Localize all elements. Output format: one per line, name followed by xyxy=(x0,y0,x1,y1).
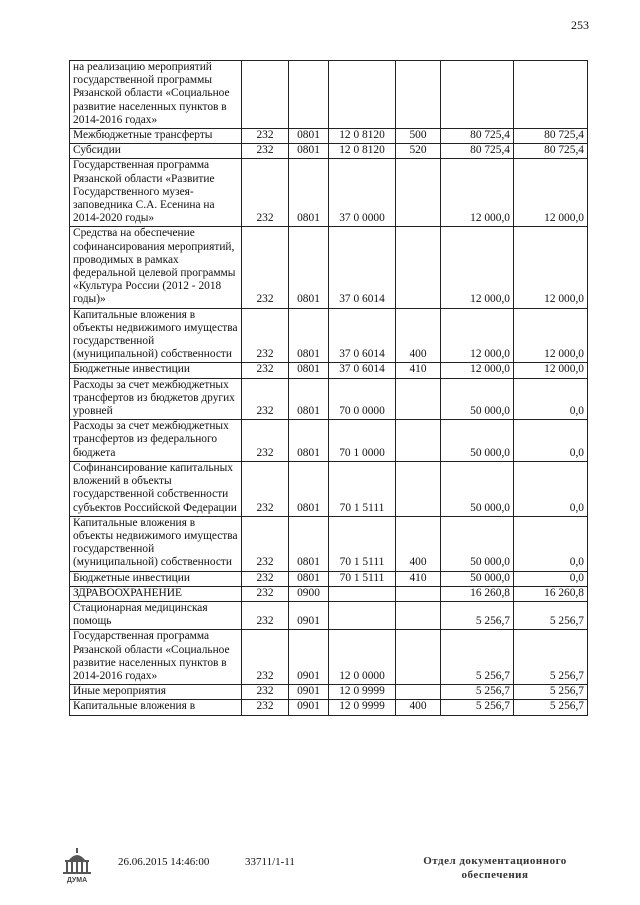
cell-sum-2016: 80 725,4 xyxy=(514,144,588,159)
cell-sum-2016: 12 000,0 xyxy=(514,227,588,308)
cell-razdel: 0801 xyxy=(289,159,329,227)
cell-name: Капитальные вложения в объекты недвижимого имущества государственной (муниципальной) собственности xyxy=(70,516,242,571)
cell-csr: 12 0 8120 xyxy=(329,144,396,159)
table-row xyxy=(70,378,588,420)
cell-name: ЗДРАВООХРАНЕНИЕ xyxy=(70,586,242,601)
cell-razdel: 0801 xyxy=(289,227,329,308)
cell-name: Средства на обеспечение софинансирования мероприятий, проводимых в рамках федеральной целевой программы «Культура России (2012 - 2018 годы)» xyxy=(70,227,242,308)
cell-sum-2015: 12 000,0 xyxy=(441,159,514,227)
cell-csr: 70 1 5111 xyxy=(329,516,396,571)
footer-department xyxy=(410,854,580,882)
cell-csr xyxy=(329,61,396,129)
cell-razdel: 0801 xyxy=(289,129,329,144)
cell-vr xyxy=(396,420,441,462)
cell-sum-2016: 5 256,7 xyxy=(514,630,588,685)
cell-sum-2015: 50 000,0 xyxy=(441,516,514,571)
cell-vr: 400 xyxy=(396,700,441,715)
cell-csr xyxy=(329,601,396,629)
cell-ved: 232 xyxy=(242,461,289,516)
cell-sum-2016: 0,0 xyxy=(514,378,588,420)
cell-name: Капитальные вложения в xyxy=(70,700,242,715)
table-row xyxy=(70,61,588,129)
cell-name: Бюджетные инвестиции xyxy=(70,571,242,586)
cell-vr: 410 xyxy=(396,571,441,586)
table-row xyxy=(70,227,588,308)
cell-csr: 12 0 9999 xyxy=(329,700,396,715)
cell-csr: 12 0 9999 xyxy=(329,685,396,700)
budget-table xyxy=(69,60,588,716)
cell-sum-2016: 80 725,4 xyxy=(514,129,588,144)
table-row xyxy=(70,630,588,685)
cell-csr xyxy=(329,586,396,601)
cell-ved: 232 xyxy=(242,420,289,462)
cell-sum-2016: 0,0 xyxy=(514,571,588,586)
cell-razdel: 0901 xyxy=(289,700,329,715)
footer-datetime: 26.06.2015 14:46:00 xyxy=(118,856,210,868)
cell-vr xyxy=(396,227,441,308)
table-row xyxy=(70,601,588,629)
cell-name: Иные мероприятия xyxy=(70,685,242,700)
cell-sum-2015: 50 000,0 xyxy=(441,571,514,586)
cell-name: на реализацию мероприятий государственной программы Рязанской области «Социальное развитие населенных пунктов в 2014-2016 годах» xyxy=(70,61,242,129)
cell-razdel: 0900 xyxy=(289,586,329,601)
cell-sum-2016: 0,0 xyxy=(514,420,588,462)
cell-ved: 232 xyxy=(242,586,289,601)
cell-razdel: 0901 xyxy=(289,685,329,700)
cell-name: Государственная программа Рязанской области «Развитие Государственного музея-заповедника С.А. Есенина на 2014-2020 годы» xyxy=(70,159,242,227)
cell-ved: 232 xyxy=(242,700,289,715)
cell-ved: 232 xyxy=(242,308,289,363)
cell-vr xyxy=(396,159,441,227)
cell-vr: 400 xyxy=(396,516,441,571)
cell-csr: 37 0 6014 xyxy=(329,227,396,308)
cell-vr xyxy=(396,378,441,420)
cell-razdel: 0901 xyxy=(289,601,329,629)
cell-name: Межбюджетные трансферты xyxy=(70,129,242,144)
cell-sum-2015: 12 000,0 xyxy=(441,308,514,363)
table-row xyxy=(70,461,588,516)
footer-dept-line2: обеспечения xyxy=(461,869,529,881)
cell-vr xyxy=(396,586,441,601)
cell-sum-2015: 5 256,7 xyxy=(441,630,514,685)
cell-ved: 232 xyxy=(242,630,289,685)
cell-csr: 37 0 6014 xyxy=(329,363,396,378)
cell-sum-2016: 12 000,0 xyxy=(514,159,588,227)
cell-ved xyxy=(242,61,289,129)
cell-csr: 70 1 0000 xyxy=(329,420,396,462)
table-row xyxy=(70,700,588,715)
cell-name: Софинансирование капитальных вложений в объекты государственной собственности субъектов Российской Федерации xyxy=(70,461,242,516)
cell-razdel xyxy=(289,61,329,129)
footer-dept-line1: Отдел документационного xyxy=(423,855,567,867)
cell-razdel: 0801 xyxy=(289,308,329,363)
cell-sum-2016: 0,0 xyxy=(514,461,588,516)
cell-sum-2016: 12 000,0 xyxy=(514,363,588,378)
cell-csr: 12 0 8120 xyxy=(329,129,396,144)
table-row xyxy=(70,586,588,601)
cell-name: Субсидии xyxy=(70,144,242,159)
cell-razdel: 0801 xyxy=(289,461,329,516)
table-row xyxy=(70,420,588,462)
table-row xyxy=(70,571,588,586)
table-row xyxy=(70,159,588,227)
cell-sum-2015: 80 725,4 xyxy=(441,144,514,159)
cell-sum-2016: 0,0 xyxy=(514,516,588,571)
cell-sum-2015: 12 000,0 xyxy=(441,227,514,308)
cell-name: Капитальные вложения в объекты недвижимого имущества государственной (муниципальной) собственности xyxy=(70,308,242,363)
cell-csr: 70 0 0000 xyxy=(329,378,396,420)
cell-vr: 410 xyxy=(396,363,441,378)
cell-ved: 232 xyxy=(242,363,289,378)
cell-sum-2015: 5 256,7 xyxy=(441,700,514,715)
cell-razdel: 0801 xyxy=(289,420,329,462)
cell-sum-2016: 12 000,0 xyxy=(514,308,588,363)
cell-sum-2016 xyxy=(514,61,588,129)
cell-sum-2015: 50 000,0 xyxy=(441,378,514,420)
cell-razdel: 0901 xyxy=(289,630,329,685)
cell-ved: 232 xyxy=(242,159,289,227)
cell-csr: 70 1 5111 xyxy=(329,571,396,586)
cell-razdel: 0801 xyxy=(289,363,329,378)
cell-razdel: 0801 xyxy=(289,144,329,159)
cell-sum-2015: 80 725,4 xyxy=(441,129,514,144)
cell-vr xyxy=(396,630,441,685)
cell-name: Расходы за счет межбюджетных трансфертов из бюджетов других уровней xyxy=(70,378,242,420)
cell-razdel: 0801 xyxy=(289,571,329,586)
cell-vr xyxy=(396,601,441,629)
table-row xyxy=(70,516,588,571)
cell-sum-2015: 50 000,0 xyxy=(441,420,514,462)
cell-csr: 37 0 0000 xyxy=(329,159,396,227)
cell-ved: 232 xyxy=(242,571,289,586)
cell-name: Государственная программа Рязанской области «Социальное развитие населенных пунктов в 2014-2016 годах» xyxy=(70,630,242,685)
cell-ved: 232 xyxy=(242,685,289,700)
table-row xyxy=(70,363,588,378)
cell-vr xyxy=(396,61,441,129)
cell-sum-2015: 5 256,7 xyxy=(441,685,514,700)
cell-csr: 12 0 0000 xyxy=(329,630,396,685)
cell-ved: 232 xyxy=(242,378,289,420)
cell-vr: 500 xyxy=(396,129,441,144)
cell-razdel: 0801 xyxy=(289,516,329,571)
logo-text: ДУМА xyxy=(66,877,88,884)
cell-razdel: 0801 xyxy=(289,378,329,420)
cell-csr: 70 1 5111 xyxy=(329,461,396,516)
cell-name: Расходы за счет межбюджетных трансфертов из федерального бюджета xyxy=(70,420,242,462)
cell-ved: 232 xyxy=(242,129,289,144)
table-row xyxy=(70,308,588,363)
cell-ved: 232 xyxy=(242,144,289,159)
cell-vr: 400 xyxy=(396,308,441,363)
cell-vr xyxy=(396,461,441,516)
table-row xyxy=(70,685,588,700)
cell-sum-2015: 5 256,7 xyxy=(441,601,514,629)
cell-csr: 37 0 6014 xyxy=(329,308,396,363)
cell-ved: 232 xyxy=(242,227,289,308)
cell-name: Стационарная медицинская помощь xyxy=(70,601,242,629)
footer-doc-number: 33711/1-11 xyxy=(245,856,295,868)
table-row xyxy=(70,129,588,144)
cell-sum-2015: 12 000,0 xyxy=(441,363,514,378)
cell-vr: 520 xyxy=(396,144,441,159)
table-row xyxy=(70,144,588,159)
cell-sum-2016: 16 260,8 xyxy=(514,586,588,601)
cell-ved: 232 xyxy=(242,601,289,629)
cell-sum-2015: 50 000,0 xyxy=(441,461,514,516)
cell-vr xyxy=(396,685,441,700)
cell-name: Бюджетные инвестиции xyxy=(70,363,242,378)
duma-logo xyxy=(57,846,97,884)
page-number: 253 xyxy=(571,18,589,32)
cell-sum-2015: 16 260,8 xyxy=(441,586,514,601)
cell-sum-2016: 5 256,7 xyxy=(514,601,588,629)
cell-sum-2016: 5 256,7 xyxy=(514,685,588,700)
cell-sum-2015 xyxy=(441,61,514,129)
cell-sum-2016: 5 256,7 xyxy=(514,700,588,715)
cell-ved: 232 xyxy=(242,516,289,571)
